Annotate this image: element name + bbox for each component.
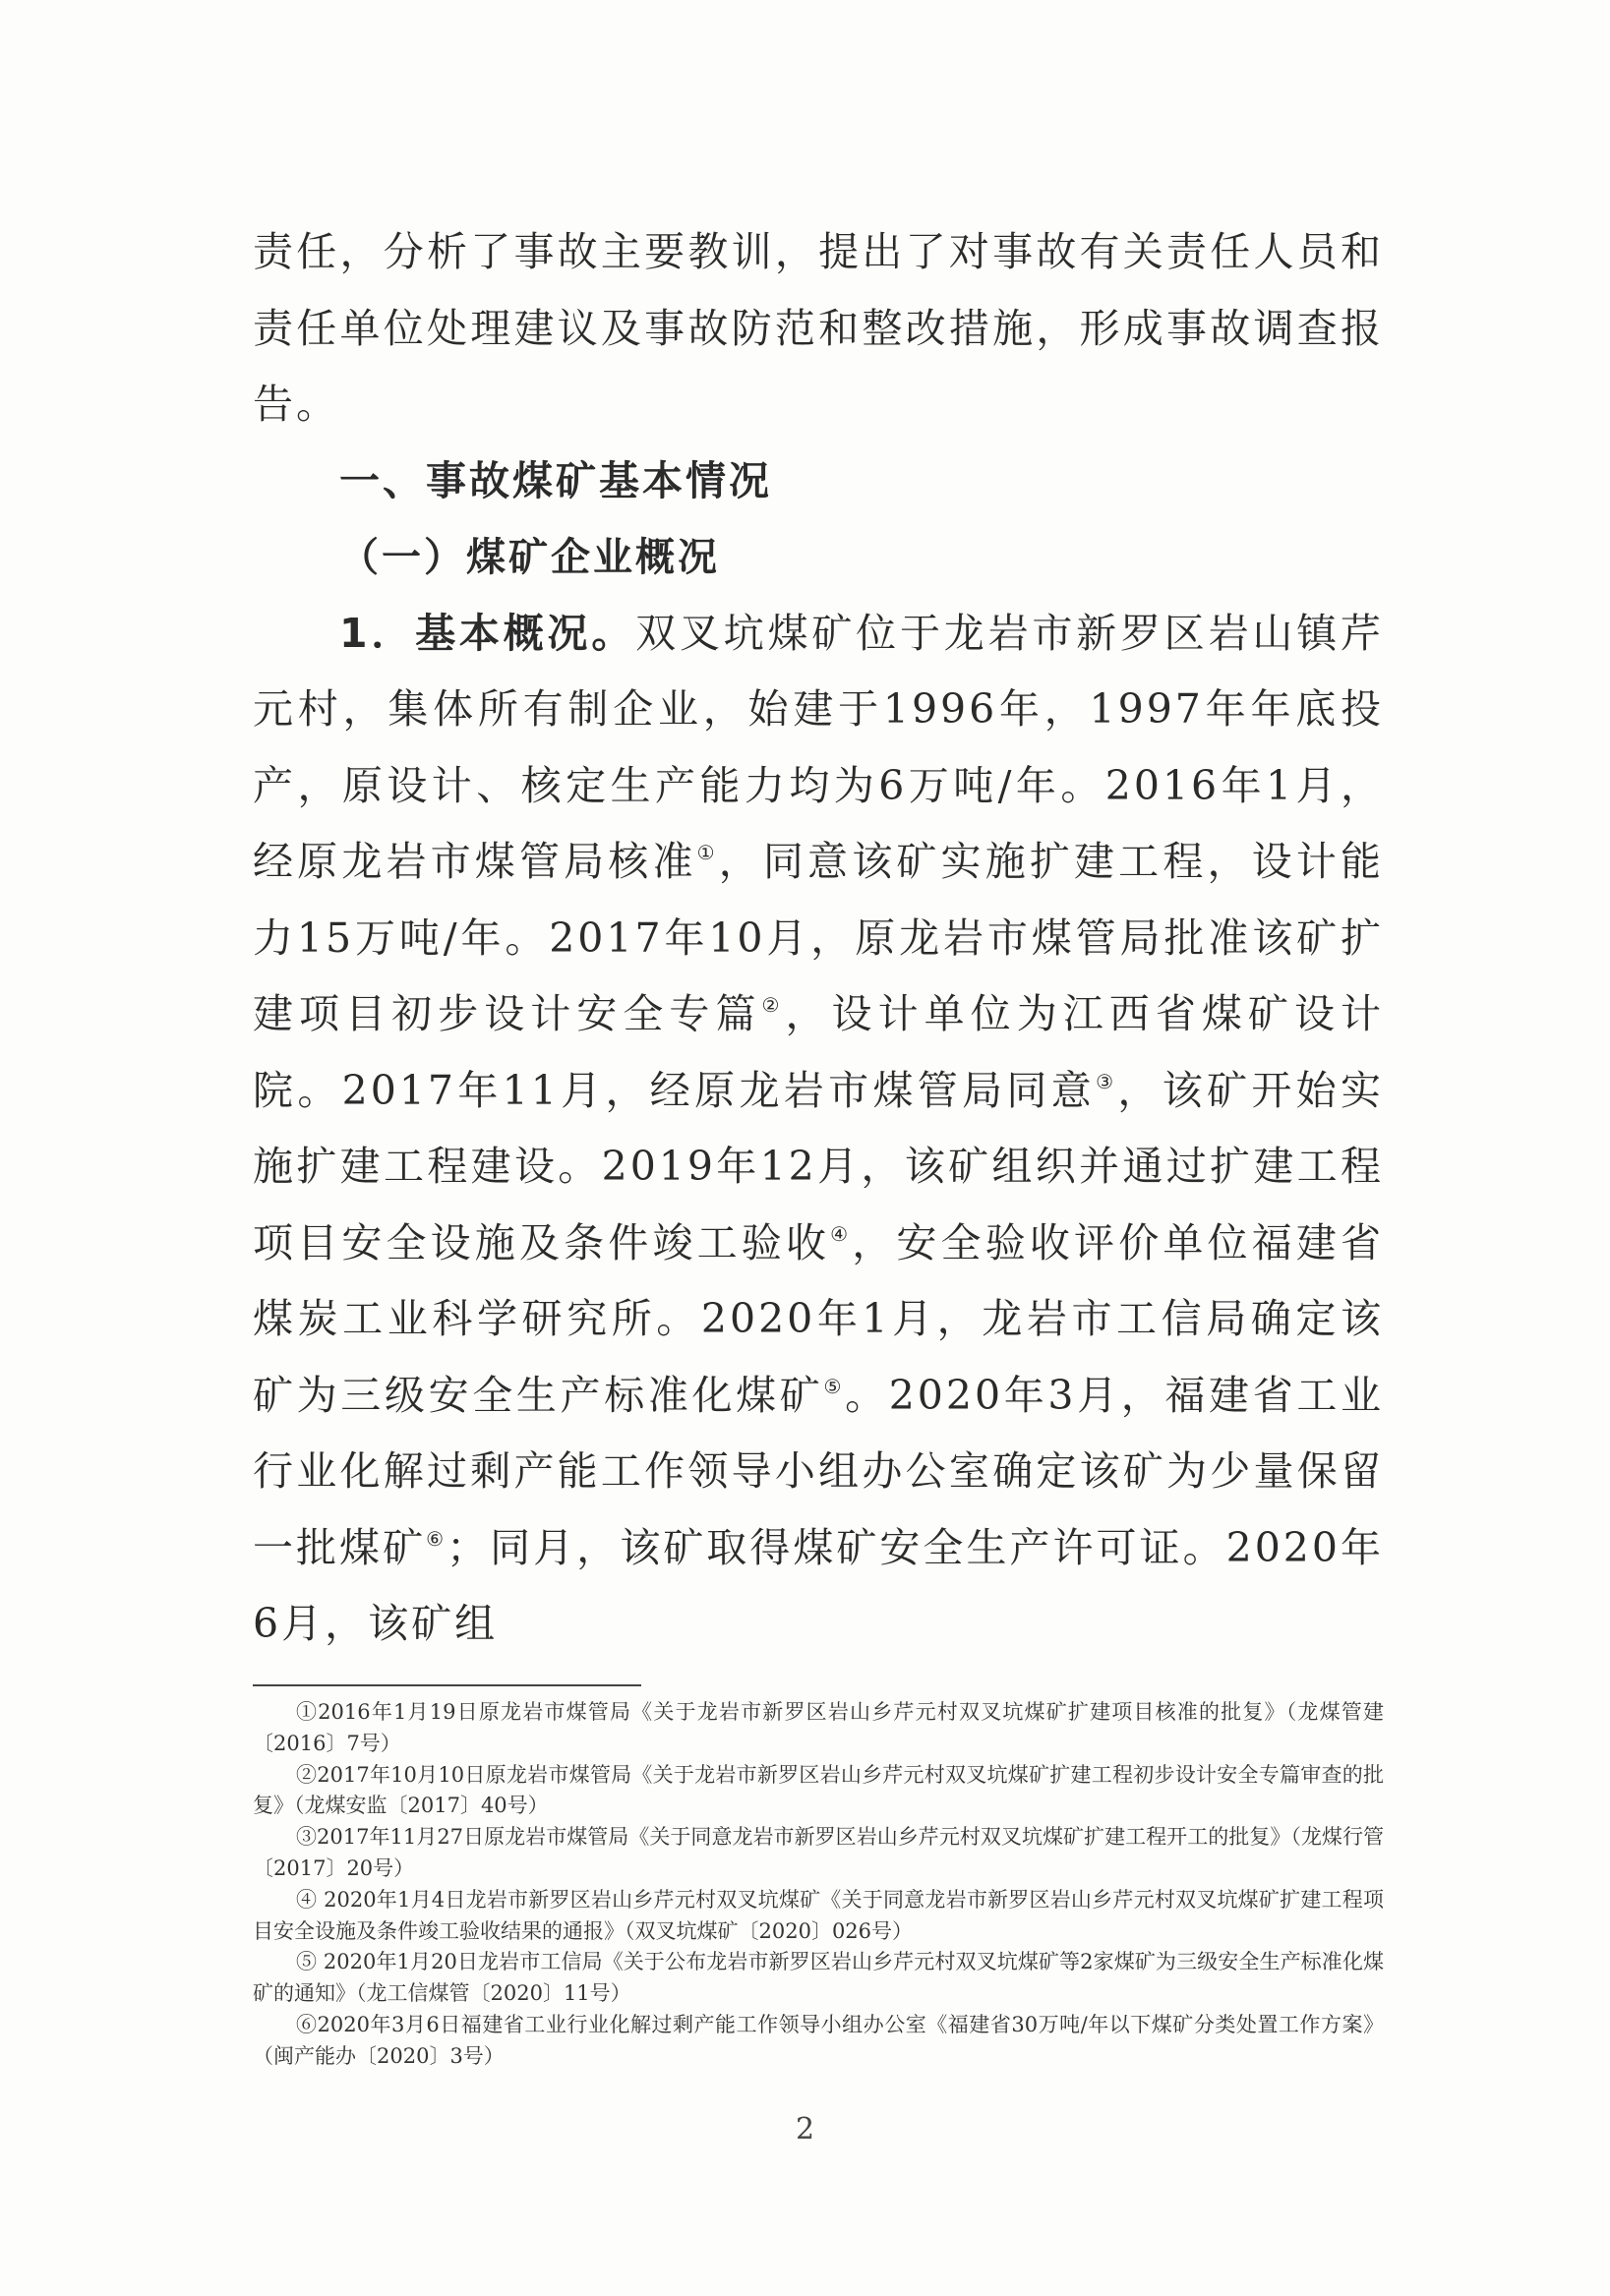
footnote: ①2016年1月19日原龙岩市煤管局《关于龙岩市新罗区岩山乡芹元村双叉坑煤矿扩建项目核准的批复》（龙煤管建〔2016〕7号） xyxy=(253,1700,1384,1755)
paragraph-lead: 1．基本概况。 xyxy=(339,609,636,657)
page-number: 2 xyxy=(795,2112,815,2147)
footnote-ref[interactable]: ③ xyxy=(1096,1069,1118,1093)
footnote: ④ 2020年1月4日龙岩市新罗区岩山乡芹元村双叉坑煤矿《关于同意龙岩市新罗区岩山乡芹元村双叉坑煤矿扩建工程项目安全设施及条件竣工验收结果的通报》（双叉坑煤矿〔2020〕026号） xyxy=(253,1887,1384,1943)
paragraph-text-segment: ，设计单位为江西省煤矿设计院。2017年11月，经原龙岩市煤管局同意 xyxy=(253,990,1385,1114)
paragraph-text-segment: ；同月，该矿取得煤矿安全生产许可证。2020年6月，该矿组 xyxy=(253,1523,1385,1647)
footnote-separator xyxy=(253,1684,641,1686)
paragraph-text-segment: 。2020年3月，福建省工业行业化解过剩产能工作领导小组办公室确定该矿为少量保留一批煤矿 xyxy=(253,1371,1384,1571)
subsection-heading: （一）煤矿企业概况 xyxy=(339,534,720,580)
footnote-ref[interactable]: ⑤ xyxy=(823,1374,846,1398)
footnote: ③2017年11月27日原龙岩市煤管局《关于同意龙岩市新罗区岩山乡芹元村双叉坑煤矿扩建工程开工的批复》（龙煤行管〔2017〕20号） xyxy=(253,1825,1384,1880)
paragraph-text-segment: ，同意该矿实施扩建工程，设计能力15万吨/年。2017年10月，原龙岩市煤管局批准该矿扩建项目初步设计安全专篇 xyxy=(253,838,1384,1037)
footnote-ref[interactable]: ④ xyxy=(830,1221,853,1246)
footnote-ref[interactable]: ① xyxy=(696,841,719,864)
footnote: ⑤ 2020年1月20日龙岩市工信局《关于公布龙岩市新罗区岩山乡芹元村双叉坑煤矿等2家煤矿为三级安全生产标准化煤矿的通知》（龙工信煤管〔2020〕11号） xyxy=(253,1950,1384,2006)
footnote: ⑥2020年3月6日福建省工业行业化解过剩产能工作领导小组办公室《福建省30万吨/年以下煤矿分类处置工作方案》（闽产能办〔2020〕3号） xyxy=(253,2012,1384,2068)
paragraph-continuation: 责任，分析了事故主要教训，提出了对事故有关责任人员和责任单位处理建议及事故防范和整改措施，形成事故调查报告。 xyxy=(253,228,1384,428)
paragraph-text-segment: ，安全验收评价单位福建省煤炭工业科学研究所。2020年1月，龙岩市工信局确定该矿为三级安全生产标准化煤矿 xyxy=(253,1218,1385,1419)
footnote: ②2017年10月10日原龙岩市煤管局《关于龙岩市新罗区岩山乡芹元村双叉坑煤矿扩建工程初步设计安全专篇审查的批复》（龙煤安监〔2017〕40号） xyxy=(253,1762,1384,1818)
footnotes xyxy=(253,1697,1384,2073)
footnote-ref[interactable]: ② xyxy=(761,993,786,1017)
footnote-ref[interactable]: ⑥ xyxy=(426,1526,447,1551)
paragraph-text-segment: 双叉坑煤矿位于龙岩市新罗区岩山镇芹元村，集体所有制企业，始建于1996年，1997年年底投产，原设计、核定生产能力均为6万吨/年。2016年1月，经原龙岩市煤管局核准 xyxy=(253,609,1385,885)
document-body xyxy=(253,214,1384,1663)
paragraph-text-segment: ，该矿开始实施扩建工程建设。2019年12月，该矿组织并通过扩建工程项目安全设施及条件竣工验收 xyxy=(253,1066,1384,1266)
section-heading: 一、事故煤矿基本情况 xyxy=(339,456,772,504)
paragraph-basic-overview xyxy=(253,596,1384,1663)
